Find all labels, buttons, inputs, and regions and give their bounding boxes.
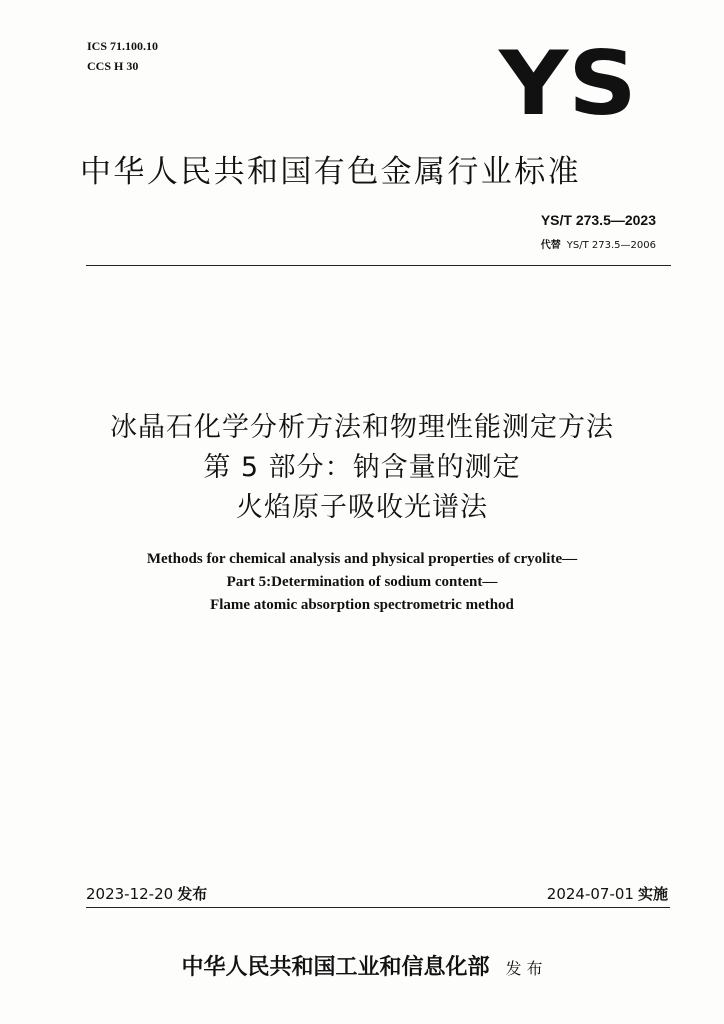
issuing-authority — [0, 950, 724, 981]
implement-label: 实施 — [637, 885, 668, 903]
publish-label: 发布 — [177, 885, 208, 903]
standard-number: YS/T 273.5—2023 — [540, 212, 656, 228]
replaces-label: 代替 — [540, 240, 561, 251]
ccs-code: CCS H 30 — [87, 59, 139, 73]
chinese-title-line: 冰晶石化学分析方法和物理性能测定方法 — [110, 412, 614, 443]
english-title — [0, 548, 724, 617]
header-divider — [86, 265, 671, 266]
ics-code: ICS 71.100.10 — [87, 39, 159, 53]
org-title: 中华人民共和国有色金属行业标准 — [80, 154, 581, 190]
footer-divider — [86, 907, 670, 908]
issue-label: 发 布 — [505, 959, 543, 978]
issuer-name: 中华人民共和国工业和信息化部 — [181, 954, 490, 980]
replaced-standard-number: YS/T 273.5—2006 — [566, 240, 656, 251]
classification-codes — [87, 36, 158, 76]
replaces-line — [541, 236, 656, 251]
ys-logo-text: YS — [498, 40, 637, 120]
english-title-line: Flame atomic absorption spectrometric method — [210, 597, 514, 613]
publish-date — [86, 883, 207, 904]
implement-date-value: 2024-07-01 — [546, 885, 634, 903]
chinese-title — [0, 408, 724, 528]
chinese-title-line: 第 5 部分：钠含量的测定 — [203, 452, 521, 483]
chinese-title-line: 火焰原子吸收光谱法 — [236, 492, 488, 523]
english-title-line: Methods for chemical analysis and physical properties of cryolite— — [146, 551, 578, 567]
publish-date-value: 2023-12-20 — [86, 885, 174, 903]
english-title-line: Part 5:Determination of sodium content— — [226, 574, 498, 590]
ys-logo — [498, 40, 638, 120]
implement-date — [547, 883, 668, 904]
